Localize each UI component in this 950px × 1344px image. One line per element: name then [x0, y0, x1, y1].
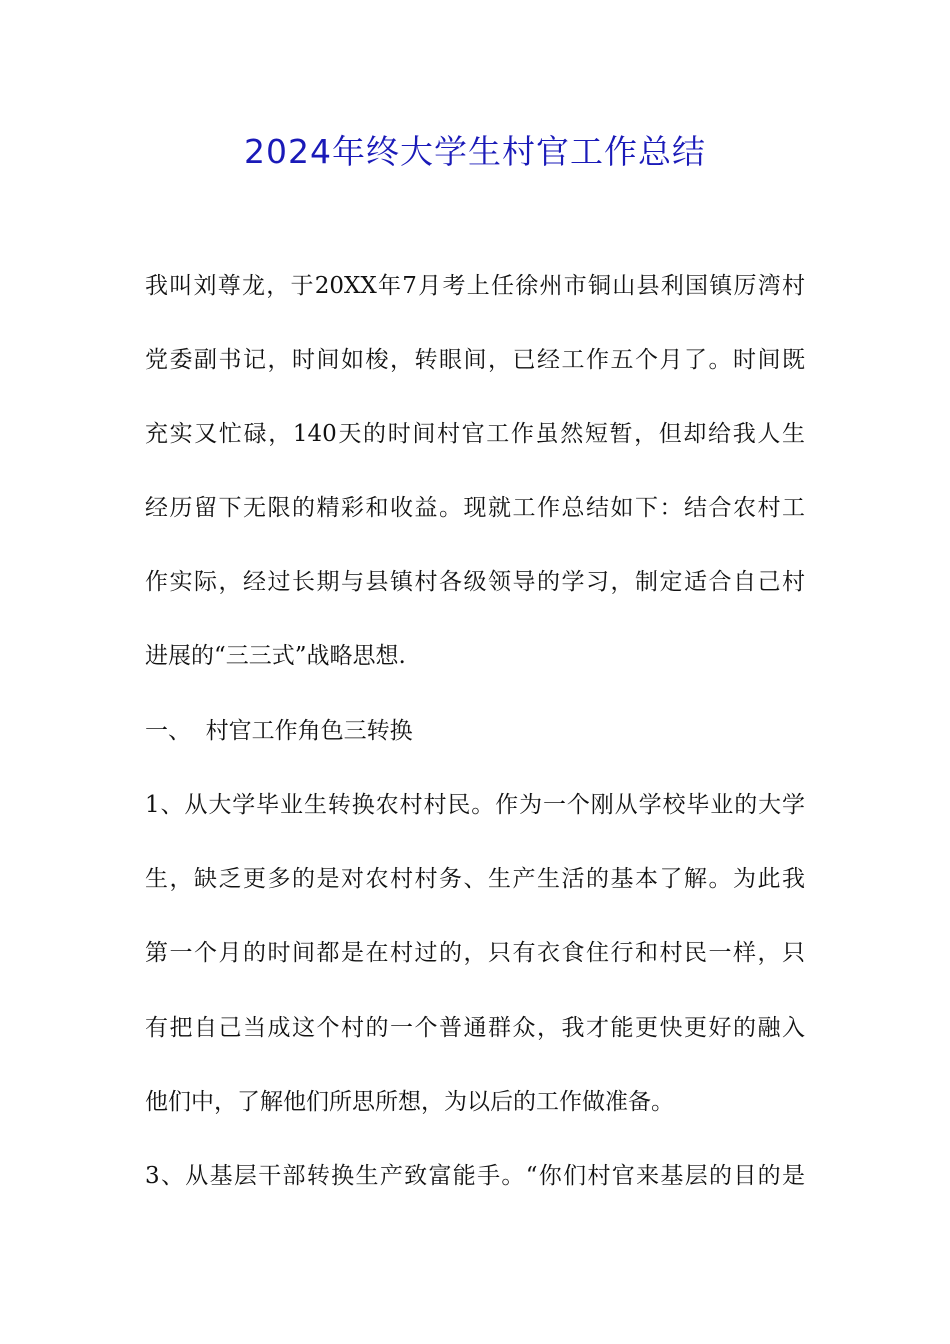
paragraph-line: 我叫刘尊龙，于20XX年7月考上任徐州市铜山县利国镇厉湾村 — [145, 273, 805, 299]
section-heading: 一、 村官工作角色三转换 — [145, 718, 413, 744]
paragraph-line: 党委副书记，时间如梭，转眼间，已经工作五个月了。时间既 — [145, 347, 805, 373]
paragraph-line: 充实又忙碌，140天的时间村官工作虽然短暂，但却给我人生 — [145, 421, 805, 447]
paragraph-line: 第一个月的时间都是在村过的，只有衣食住行和村民一样，只 — [145, 940, 805, 966]
paragraph-line: 进展的“三三式”战略思想. — [145, 643, 406, 669]
paragraph-line: 他们中，了解他们所思所想，为以后的工作做准备。 — [145, 1089, 674, 1115]
paragraph-line: 经历留下无限的精彩和收益。现就工作总结如下：结合农村工 — [145, 495, 805, 521]
paragraph-line: 1、从大学毕业生转换农村村民。作为一个刚从学校毕业的大学 — [145, 792, 805, 818]
paragraph-line: 3、从基层干部转换生产致富能手。“你们村官来基层的目的是 — [145, 1163, 805, 1189]
paragraph-line: 有把自己当成这个村的一个普通群众，我才能更快更好的融入 — [145, 1015, 805, 1041]
paragraph-line: 作实际，经过长期与县镇村各级领导的学习，制定适合自己村 — [145, 569, 805, 595]
paragraph-line: 生，缺乏更多的是对农村村务、生产生活的基本了解。为此我 — [145, 866, 805, 892]
document-title: 2024年终大学生村官工作总结 — [244, 132, 706, 171]
